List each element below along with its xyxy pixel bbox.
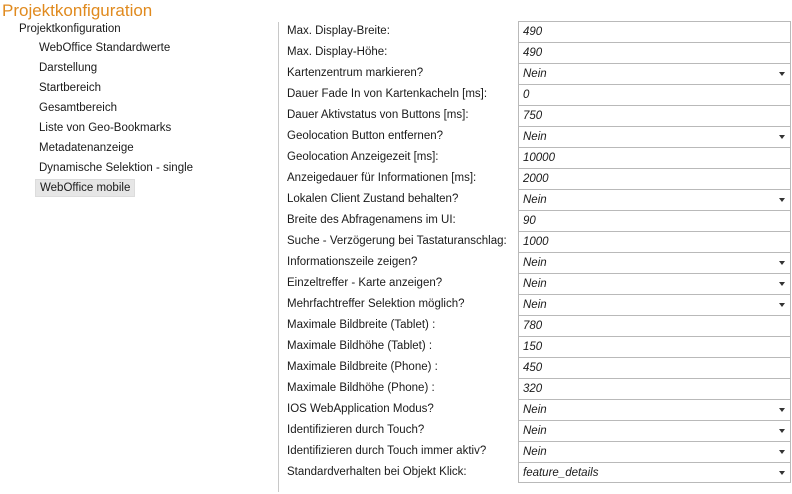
property-label: Maximale Bildbreite (Tablet) : <box>287 319 436 331</box>
property-dropdown[interactable] <box>518 252 791 273</box>
property-row <box>280 189 792 210</box>
chevron-down-icon[interactable] <box>779 72 785 76</box>
property-row <box>280 441 792 462</box>
property-value-text: 10000 <box>523 152 555 164</box>
property-row <box>280 399 792 420</box>
property-label: Anzeigedauer für Informationen [ms]: <box>287 172 477 184</box>
tree-item[interactable]: Liste von Geo-Bookmarks <box>39 122 172 134</box>
chevron-down-icon[interactable] <box>779 450 785 454</box>
property-row <box>280 84 792 105</box>
property-label: Maximale Bildbreite (Phone) : <box>287 361 438 373</box>
property-dropdown[interactable] <box>518 294 791 315</box>
tree-item[interactable]: Darstellung <box>39 62 98 74</box>
tree-item[interactable]: WebOffice Standardwerte <box>39 42 171 54</box>
property-label: Dauer Fade In von Kartenkacheln [ms]: <box>287 88 488 100</box>
panel-splitter[interactable] <box>278 22 279 492</box>
chevron-down-icon[interactable] <box>779 429 785 433</box>
tree-root-item[interactable]: Projektkonfiguration <box>19 23 121 35</box>
property-input[interactable] <box>518 357 791 378</box>
property-dropdown[interactable] <box>518 189 791 210</box>
tree-item[interactable]: Metadatenanzeige <box>39 142 134 154</box>
property-input[interactable] <box>518 168 791 189</box>
property-value-text: 1000 <box>523 236 549 248</box>
property-row <box>280 378 792 399</box>
chevron-down-icon[interactable] <box>779 303 785 307</box>
property-label: Einzeltreffer - Karte anzeigen? <box>287 277 443 289</box>
property-label: Breite des Abfragenamens im UI: <box>287 214 456 226</box>
property-label: Maximale Bildhöhe (Phone) : <box>287 382 435 394</box>
property-dropdown[interactable] <box>518 126 791 147</box>
property-input[interactable] <box>518 147 791 168</box>
property-label: Geolocation Anzeigezeit [ms]: <box>287 151 439 163</box>
property-dropdown[interactable] <box>518 420 791 441</box>
property-value-text: Nein <box>523 131 547 143</box>
property-row <box>280 336 792 357</box>
property-label: Identifizieren durch Touch immer aktiv? <box>287 445 487 457</box>
property-row <box>280 105 792 126</box>
property-input[interactable] <box>518 336 791 357</box>
property-label: Max. Display-Höhe: <box>287 46 388 58</box>
property-label: Maximale Bildhöhe (Tablet) : <box>287 340 433 352</box>
property-row <box>280 420 792 441</box>
property-value-text: 780 <box>523 320 543 332</box>
property-value-text: 320 <box>523 383 543 395</box>
property-dropdown[interactable] <box>518 462 791 483</box>
property-row <box>280 42 792 63</box>
property-input[interactable] <box>518 315 791 336</box>
property-row <box>280 231 792 252</box>
chevron-down-icon[interactable] <box>779 261 785 265</box>
page-title: Projektkonfiguration <box>2 1 153 20</box>
property-row <box>280 462 792 483</box>
property-label: Geolocation Button entfernen? <box>287 130 444 142</box>
property-value-text: 2000 <box>523 173 549 185</box>
property-dropdown[interactable] <box>518 441 791 462</box>
property-row <box>280 21 792 42</box>
property-label: Identifizieren durch Touch? <box>287 424 425 436</box>
tree-item[interactable]: WebOffice mobile <box>35 179 135 197</box>
property-row <box>280 168 792 189</box>
property-label: Max. Display-Breite: <box>287 25 390 37</box>
property-row <box>280 273 792 294</box>
tree-item[interactable]: Gesamtbereich <box>39 102 117 114</box>
property-row <box>280 63 792 84</box>
property-label: Standardverhalten bei Objekt Klick: <box>287 466 467 478</box>
property-input[interactable] <box>518 42 791 63</box>
property-value-text: Nein <box>523 299 547 311</box>
property-input[interactable] <box>518 210 791 231</box>
property-value-text: feature_details <box>523 467 599 479</box>
chevron-down-icon[interactable] <box>779 282 785 286</box>
property-label: Kartenzentrum markieren? <box>287 67 424 79</box>
property-label: Mehrfachtreffer Selektion möglich? <box>287 298 465 310</box>
tree-item[interactable]: Startbereich <box>39 82 102 94</box>
chevron-down-icon[interactable] <box>779 471 785 475</box>
property-row <box>280 147 792 168</box>
property-row <box>280 126 792 147</box>
property-dropdown[interactable] <box>518 63 791 84</box>
property-row <box>280 210 792 231</box>
property-input[interactable] <box>518 231 791 252</box>
property-value-text: 0 <box>523 89 530 101</box>
chevron-down-icon[interactable] <box>779 198 785 202</box>
property-row <box>280 357 792 378</box>
property-value-text: Nein <box>523 404 547 416</box>
property-row <box>280 315 792 336</box>
property-value-text: Nein <box>523 446 547 458</box>
property-value-text: Nein <box>523 68 547 80</box>
tree-item[interactable]: Dynamische Selektion - single <box>39 162 194 174</box>
property-dropdown[interactable] <box>518 273 791 294</box>
property-input[interactable] <box>518 21 791 42</box>
property-value-text: 450 <box>523 362 543 374</box>
property-value-text: 90 <box>523 215 536 227</box>
property-label: Lokalen Client Zustand behalten? <box>287 193 459 205</box>
property-label: IOS WebApplication Modus? <box>287 403 434 415</box>
property-row <box>280 252 792 273</box>
property-value-text: Nein <box>523 425 547 437</box>
property-input[interactable] <box>518 105 791 126</box>
property-label: Dauer Aktivstatus von Buttons [ms]: <box>287 109 469 121</box>
property-value-text: Nein <box>523 257 547 269</box>
property-value-text: 490 <box>523 26 543 38</box>
property-input[interactable] <box>518 378 791 399</box>
chevron-down-icon[interactable] <box>779 135 785 139</box>
property-value-text: 750 <box>523 110 543 122</box>
chevron-down-icon[interactable] <box>779 408 785 412</box>
property-label: Suche - Verzögerung bei Tastaturanschlag: <box>287 235 507 247</box>
property-dropdown[interactable] <box>518 399 791 420</box>
property-value-text: Nein <box>523 194 547 206</box>
property-value-text: 490 <box>523 47 543 59</box>
property-row <box>280 294 792 315</box>
property-input[interactable] <box>518 84 791 105</box>
property-value-text: Nein <box>523 278 547 290</box>
property-value-text: 150 <box>523 341 543 353</box>
property-label: Informationszeile zeigen? <box>287 256 418 268</box>
